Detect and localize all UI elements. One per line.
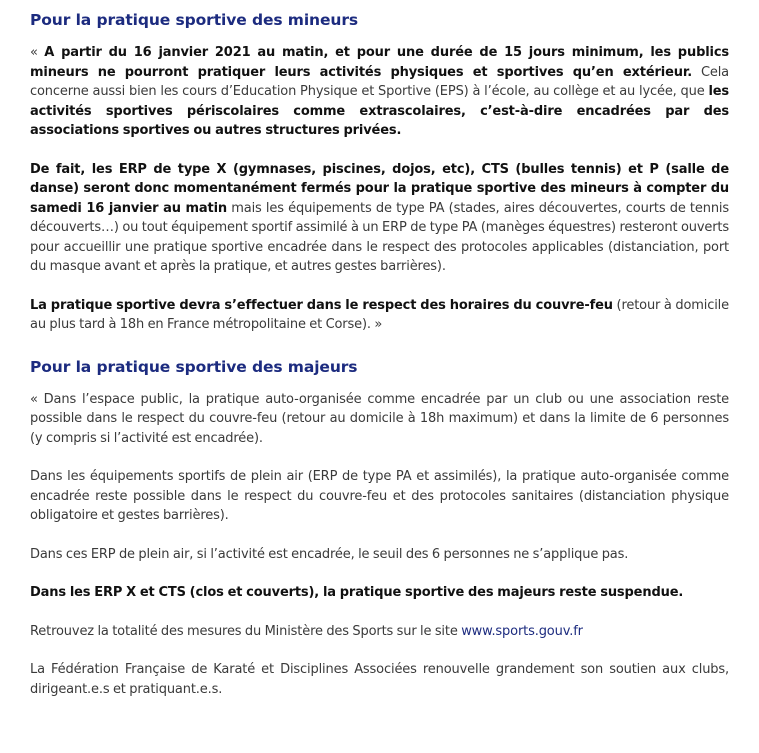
body-text: Retrouvez la totalité des mesures du Ministère des Sports sur le site bbox=[30, 623, 462, 639]
bold-text: De fait, les ERP de type X (gymnases, piscines, dojos, etc), CTS (bulles tennis) et P (salle de danse) seront donc momentanément fermés pour la pratique sportive des mineurs à compter du samedi 16 janvier au matin bbox=[30, 161, 729, 216]
bold-text: les activités sportives périscolaires comme extrascolaires, c’est-à-dire encadrées par des associations sportives ou autres structures privées. bbox=[30, 84, 729, 138]
bold-text: La pratique sportive devra s’effectuer dans le respect des horaires du couvre-feu bbox=[30, 297, 613, 313]
paragraph-adults-2: Dans les équipements sportifs de plein air (ERP de type PA et assimilés), la pratique auto-organisée comme encadrée reste possible dans le respect du couvre-feu et des protocoles sanitaires (distanciation physique obligatoire et gestes barrières). bbox=[30, 469, 729, 523]
body-text: mais les équipements de type PA (stades, aires découvertes, courts de tennis découverts…) ou tout équipement sportif assimilé à un ERP de type PA (manèges équestres) resteront ouverts pour accueillir une pratique sportive encadrée dans le respect des protocoles applicables (distanciation, port du masque avant et après la pratique, et autres gestes barrières). bbox=[30, 200, 729, 274]
body-text: (retour à domicile au plus tard à 18h en France métropolitaine et Corse). » bbox=[30, 297, 729, 332]
paragraph-adults-1: « Dans l’espace public, la pratique auto-organisée comme encadrée par un club ou une association reste possible dans le respect du couvre-feu (retour au domicile à 18h maximum) et dans la limite de 6 personnes (y compris si l’activité est encadrée). bbox=[30, 391, 729, 446]
paragraph-adults-6: La Fédération Française de Karaté et Disciplines Associées renouvelle grandement son soutien aux clubs, dirigeant.e.s et pratiquant.e.s. bbox=[30, 662, 729, 697]
bold-text: Dans les ERP X et CTS (clos et couverts), la pratique sportive des majeurs reste suspendue. bbox=[30, 585, 684, 600]
sports-gouv-link[interactable]: www.sports.gouv.fr bbox=[461, 623, 583, 639]
body-text: Cela concerne aussi bien les cours d’Education Physique et Sportive (EPS) à l’école, au collège et au lycée, que bbox=[30, 64, 729, 99]
paragraph-minors-1 bbox=[30, 43, 729, 141]
paragraph-minors-2 bbox=[30, 160, 729, 277]
paragraph-minors-3 bbox=[30, 296, 729, 335]
paragraph-adults-3: Dans ces ERP de plein air, si l’activité est encadrée, le seuil des 6 personnes ne s’applique pas. bbox=[30, 546, 629, 562]
quote-open: « bbox=[30, 45, 45, 60]
paragraph-adults-4 bbox=[30, 583, 729, 603]
heading-minors: Pour la pratique sportive des mineurs bbox=[30, 11, 359, 29]
heading-adults: Pour la pratique sportive des majeurs bbox=[30, 357, 358, 376]
bold-text: A partir du 16 janvier 2021 au matin, et pour une durée de 15 jours minimum, les publics mineurs ne pourront pratiquer leurs activités physiques et sportives qu’en extérieur. bbox=[30, 45, 729, 80]
paragraph-adults-5 bbox=[30, 622, 729, 642]
